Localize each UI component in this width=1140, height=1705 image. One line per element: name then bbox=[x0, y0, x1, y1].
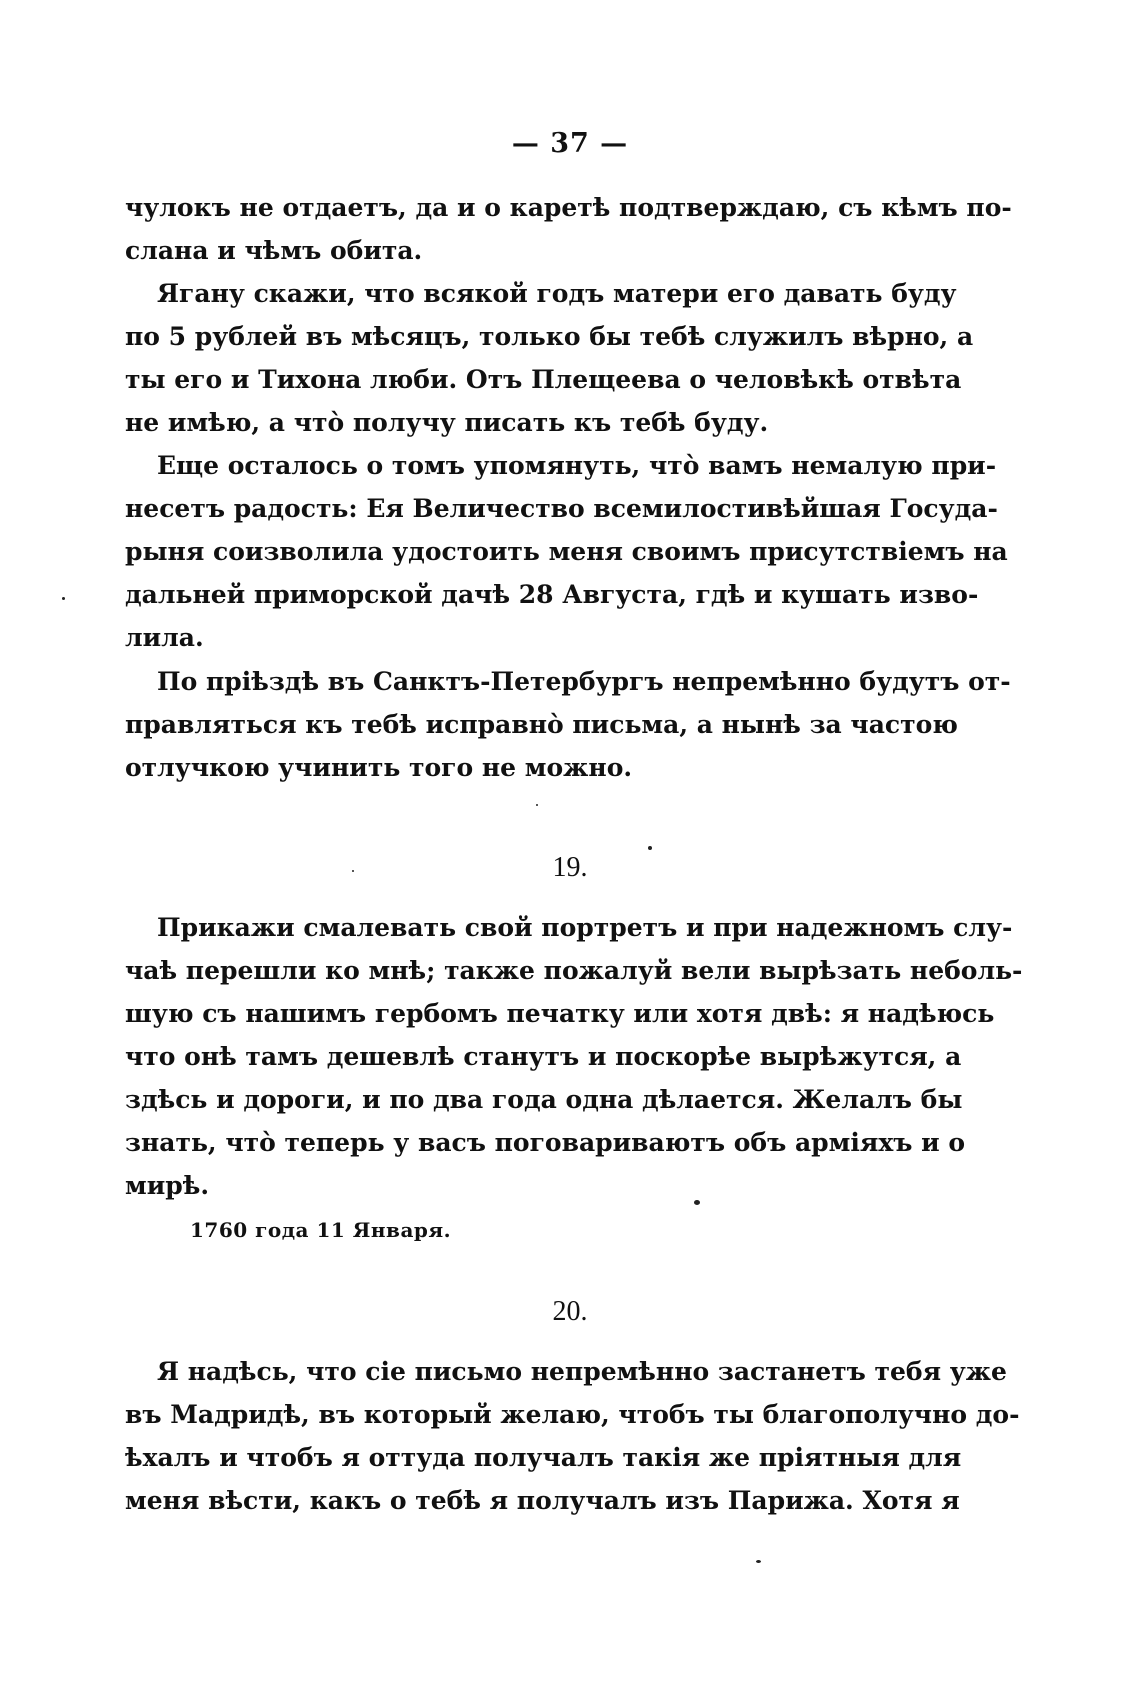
text-line: шую съ нашимъ гербомъ печатку или хотя двѣ: я надѣюсь bbox=[125, 999, 995, 1028]
text-line: дальней приморской дачѣ 28 Августа, гдѣ и кушать изво- bbox=[125, 580, 979, 609]
text-line: По пріѣздѣ въ Санктъ-Петербургъ непремѣнно будутъ от- bbox=[157, 667, 1011, 696]
text-line: въ Мадридѣ, въ который желаю, чтобъ ты благополучно до- bbox=[125, 1400, 1020, 1429]
page-number: — 37 — bbox=[511, 128, 629, 159]
text-line: Прикажи смалевать свой портретъ и при надежномъ слу- bbox=[157, 913, 1013, 942]
text-line: ѣхалъ и чтобъ я оттуда получалъ такія же пріятныя для bbox=[125, 1443, 962, 1472]
text-line: отлучкою учинить того не можно. bbox=[125, 753, 633, 782]
text-line: по 5 рублей въ мѣсяцъ, только бы тебѣ служилъ вѣрно, а bbox=[125, 322, 974, 351]
text-line: Еще осталось о томъ упомянуть, что̀ вамъ немалую при- bbox=[157, 451, 997, 480]
text-line: рыня соизволила удостоить меня своимъ присутствіемъ на bbox=[125, 537, 1008, 566]
paragraph-continuation bbox=[125, 186, 1012, 272]
text-line: здѣсь и дороги, и по два года одна дѣлается. Желалъ бы bbox=[125, 1085, 963, 1114]
text-line: чаѣ перешли ко мнѣ; также пожалуй вели вырѣзать неболь- bbox=[125, 956, 1023, 985]
text-line: слана и чѣмъ обита. bbox=[125, 236, 423, 265]
paragraph-yagan bbox=[125, 272, 974, 444]
text-line: не имѣю, а что̀ получу писать къ тебѣ буду. bbox=[125, 408, 769, 437]
section-number-20: 20. bbox=[552, 1296, 588, 1327]
text-line: меня вѣсти, какъ о тебѣ я получалъ изъ Парижа. Хотя я bbox=[125, 1486, 960, 1515]
text-line: мирѣ. bbox=[125, 1171, 210, 1200]
text-line: лила. bbox=[125, 623, 204, 652]
print-speck bbox=[694, 1200, 700, 1205]
text-line: что онѣ тамъ дешевлѣ станутъ и поскорѣе вырѣжутся, а bbox=[125, 1042, 962, 1071]
letter-19-date: 1760 года 11 Января. bbox=[190, 1218, 452, 1242]
letter-19-body bbox=[125, 906, 1023, 1207]
print-speck bbox=[756, 1560, 761, 1563]
text-line: Ягану скажи, что всякой годъ матери его давать буду bbox=[157, 279, 957, 308]
paragraph-petersburg bbox=[125, 660, 1011, 789]
text-line: несетъ радость: Ея Величество всемилостивѣйшая Госуда- bbox=[125, 494, 998, 523]
print-speck bbox=[62, 597, 65, 600]
text-line: знать, что̀ теперь у васъ поговариваютъ объ арміяхъ и о bbox=[125, 1128, 966, 1157]
text-line: Я надѣсь, что сіе письмо непремѣнно застанетъ тебя уже bbox=[157, 1357, 1007, 1386]
text-line: правляться къ тебѣ исправно̀ письма, а нынѣ за частою bbox=[125, 710, 958, 739]
text-line: ты его и Тихона люби. Отъ Плещеева о человѣкѣ отвѣта bbox=[125, 365, 962, 394]
print-speck bbox=[536, 804, 538, 806]
paragraph-empress-visit bbox=[125, 444, 1008, 659]
letter-20-body bbox=[125, 1350, 1020, 1522]
print-speck bbox=[352, 870, 354, 872]
print-speck bbox=[648, 846, 652, 850]
text-line: чулокъ не отдаетъ, да и о каретѣ подтверждаю, съ кѣмъ по- bbox=[125, 193, 1012, 222]
section-number-19: 19. bbox=[552, 852, 588, 883]
